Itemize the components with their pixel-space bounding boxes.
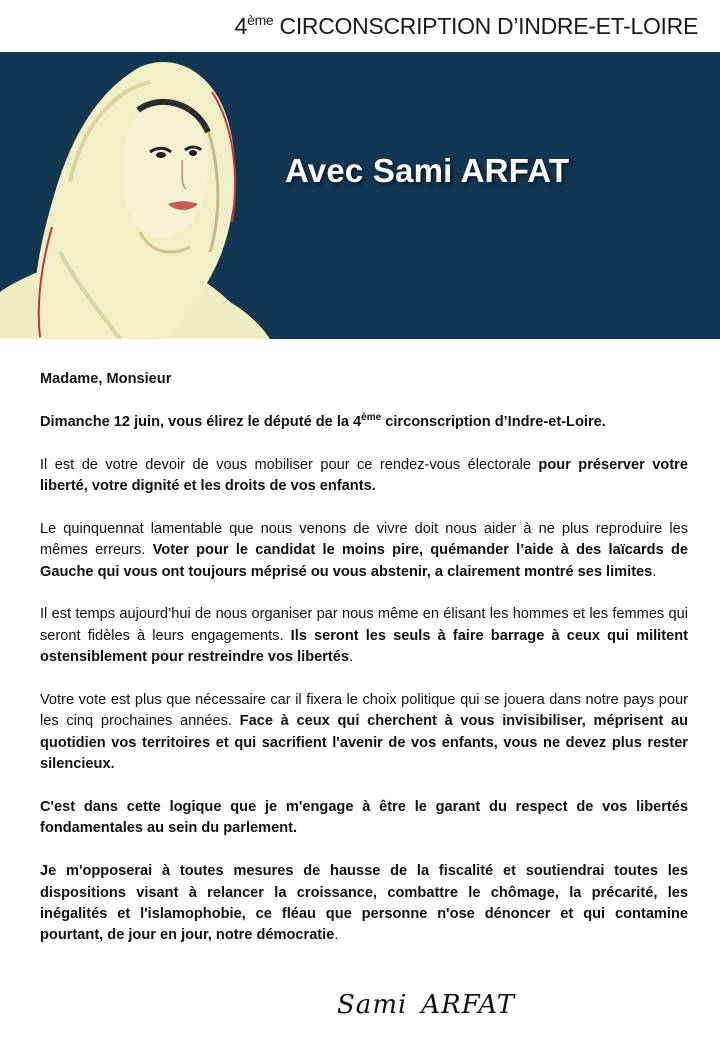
circonscription-heading bbox=[235, 12, 698, 40]
woman-hijab-portrait-icon bbox=[0, 52, 280, 339]
paragraph-mobilize: Il est de votre devoir de vous mobiliser pour ce rendez-vous électorale pour préserver votre liberté, votre dignité et les droits de vos enfants. bbox=[40, 456, 688, 494]
letter-body bbox=[40, 369, 688, 968]
paragraph-quinquennat: Le quinquennat lamentable que nous venons de vivre doit nous aider à ne plus reproduire les mêmes erreurs. Voter pour le candidat le moins pire, quémander l’aide à des laïcards de Gauche qui vous ont toujours méprisé ou vous abstenir, a clairement montré ses limites. bbox=[40, 520, 688, 580]
signature-first-name: Sami bbox=[337, 990, 408, 1020]
heading-text: CIRCONSCRIPTION D’INDRE-ET-LOIRE bbox=[273, 13, 698, 39]
paragraph-opposition: Je m'opposerai à toutes mesures de hausse de la fiscalité et soutiendrai toutes les dispositions visant à relancer la croissance, combattre le chômage, la précarité, les inégalités et l'islamophobie, ce fléau que personne n'ose dénoncer et qui contamine pourtant, de jour en jour, notre démocratie. bbox=[40, 863, 688, 944]
signature-last-name: ARFAT bbox=[421, 990, 516, 1020]
paragraph-commitment: C'est dans cette logique que je m'engage à être le garant du respect de vos libertés fondamentales au sein du parlement. bbox=[40, 799, 688, 837]
banner-title: Avec Sami ARFAT bbox=[285, 152, 570, 189]
paragraph-election-date: Dimanche 12 juin, vous élirez le député de la 4ème circonscription d’Indre-et-Loire. bbox=[40, 411, 606, 430]
paragraph-vote: Votre vote est plus que nécessaire car il fixera le choix politique qui se jouera dans notre pays pour les cinq prochaines années. Face à ceux qui cherchent à vous invisibiliser, méprisent au quotidien vos territoires et qui sacrifient l'avenir de vos enfants, vous ne devez plus rester silencieux. bbox=[40, 692, 688, 773]
salutation: Madame, Monsieur bbox=[40, 371, 172, 387]
hero-banner bbox=[0, 52, 720, 339]
heading-number: 4 bbox=[234, 13, 248, 39]
heading-superscript: ème bbox=[247, 12, 274, 28]
signature bbox=[337, 990, 529, 1020]
paragraph-organize: Il est temps aujourd’hui de nous organiser par nous même en élisant les hommes et les femmes qui seront fidèles à leurs engagements. Ils seront les seuls à faire barrage à ceux qui militent ostensiblement pour restreindre vos libertés. bbox=[40, 606, 688, 666]
